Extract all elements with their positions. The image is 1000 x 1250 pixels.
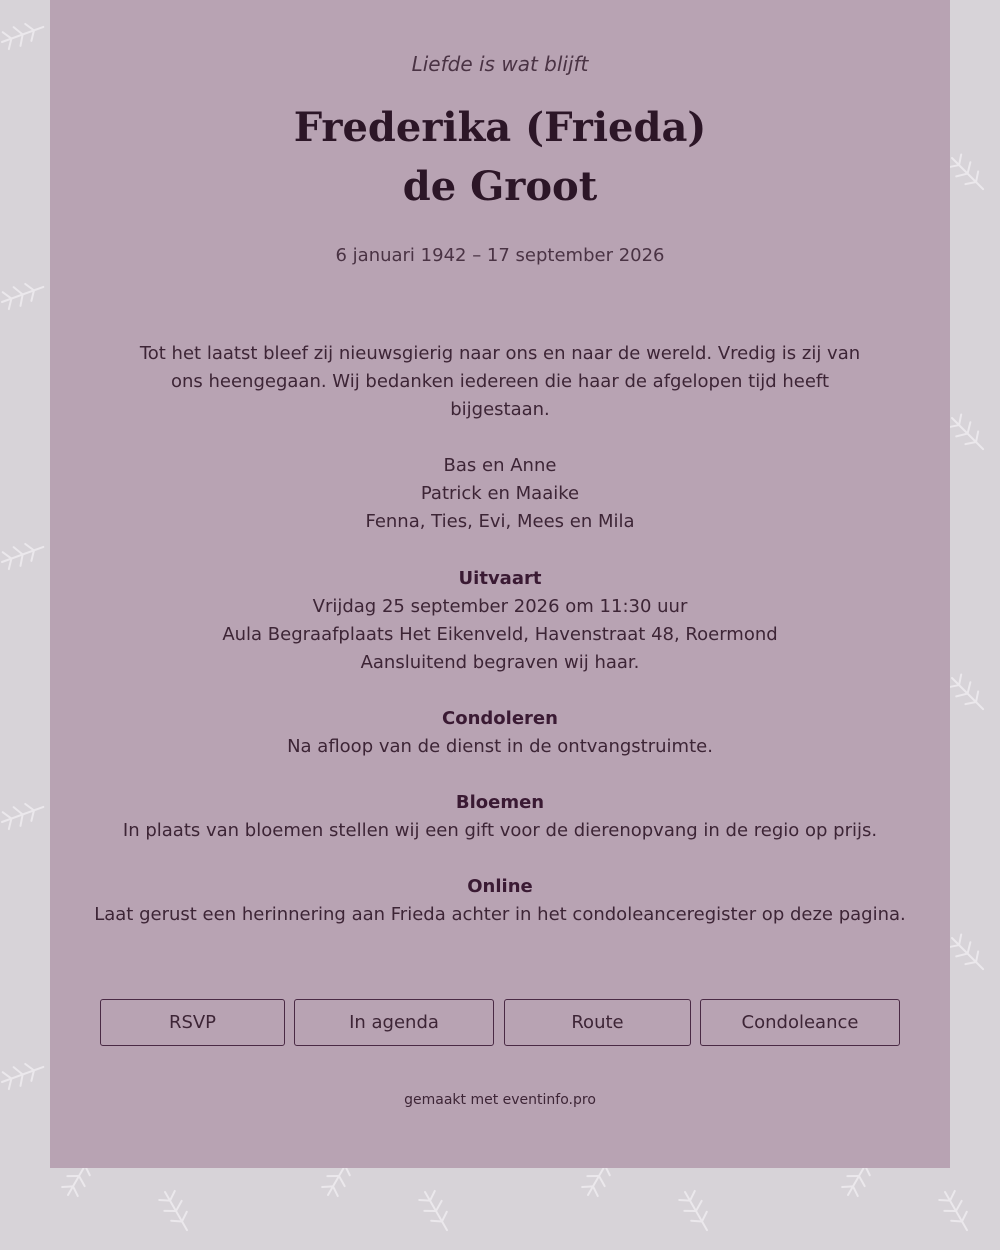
condolence-button[interactable]: Condoleance: [700, 999, 900, 1046]
intro-text: Tot het laatst bleef zij nieuwsgierig naar ons en naar de wereld. Vredig is zij van ons heengegaan. Wij bedanken iedereen die haar de afgelopen tijd heeft bijgestaan.: [139, 343, 861, 420]
name-line-2: de Groot: [402, 163, 598, 210]
flowers-section: [50, 789, 950, 845]
funeral-section: [50, 565, 950, 677]
online-title: Online: [467, 876, 533, 897]
life-dates: 6 januari 1942 – 17 september 2026: [335, 245, 665, 266]
motto: Liefde is wat blijft: [411, 52, 589, 76]
action-buttons: [100, 999, 900, 1046]
name-line-1: Frederika (Frieda): [293, 104, 707, 151]
condolences-title: Condoleren: [442, 708, 558, 729]
flowers-text: In plaats van bloemen stellen wij een gift voor de dierenopvang in de regio op prijs.: [122, 820, 878, 841]
funeral-location: Aula Begraafplaats Het Eikenveld, Havenstraat 48, Roermond: [222, 624, 778, 645]
online-section: [50, 873, 950, 929]
announcement-body: [50, 340, 950, 929]
rsvp-button[interactable]: RSVP: [100, 999, 285, 1046]
funeral-note: Aansluitend begraven wij haar.: [360, 652, 640, 673]
family-member: Bas en Anne: [443, 455, 557, 476]
funeral-datetime: Vrijdag 25 september 2026 om 11:30 uur: [312, 596, 688, 617]
footer-credit[interactable]: gemaakt met eventinfo.pro: [404, 1092, 596, 1108]
family-list: [50, 452, 950, 536]
family-member: Fenna, Ties, Evi, Mees en Mila: [365, 511, 635, 532]
deceased-name: [50, 98, 950, 216]
flowers-title: Bloemen: [455, 792, 545, 813]
add-to-agenda-button[interactable]: In agenda: [294, 999, 494, 1046]
family-member: Patrick en Maaike: [420, 483, 580, 504]
announcement-card: [50, 0, 950, 1168]
funeral-title: Uitvaart: [458, 568, 542, 589]
condolences-text: Na afloop van de dienst in de ontvangstruimte.: [287, 736, 713, 757]
route-button[interactable]: Route: [504, 999, 691, 1046]
online-text: Laat gerust een herinnering aan Frieda achter in het condoleanceregister op deze pagina.: [94, 904, 906, 925]
condolences-section: [50, 705, 950, 761]
